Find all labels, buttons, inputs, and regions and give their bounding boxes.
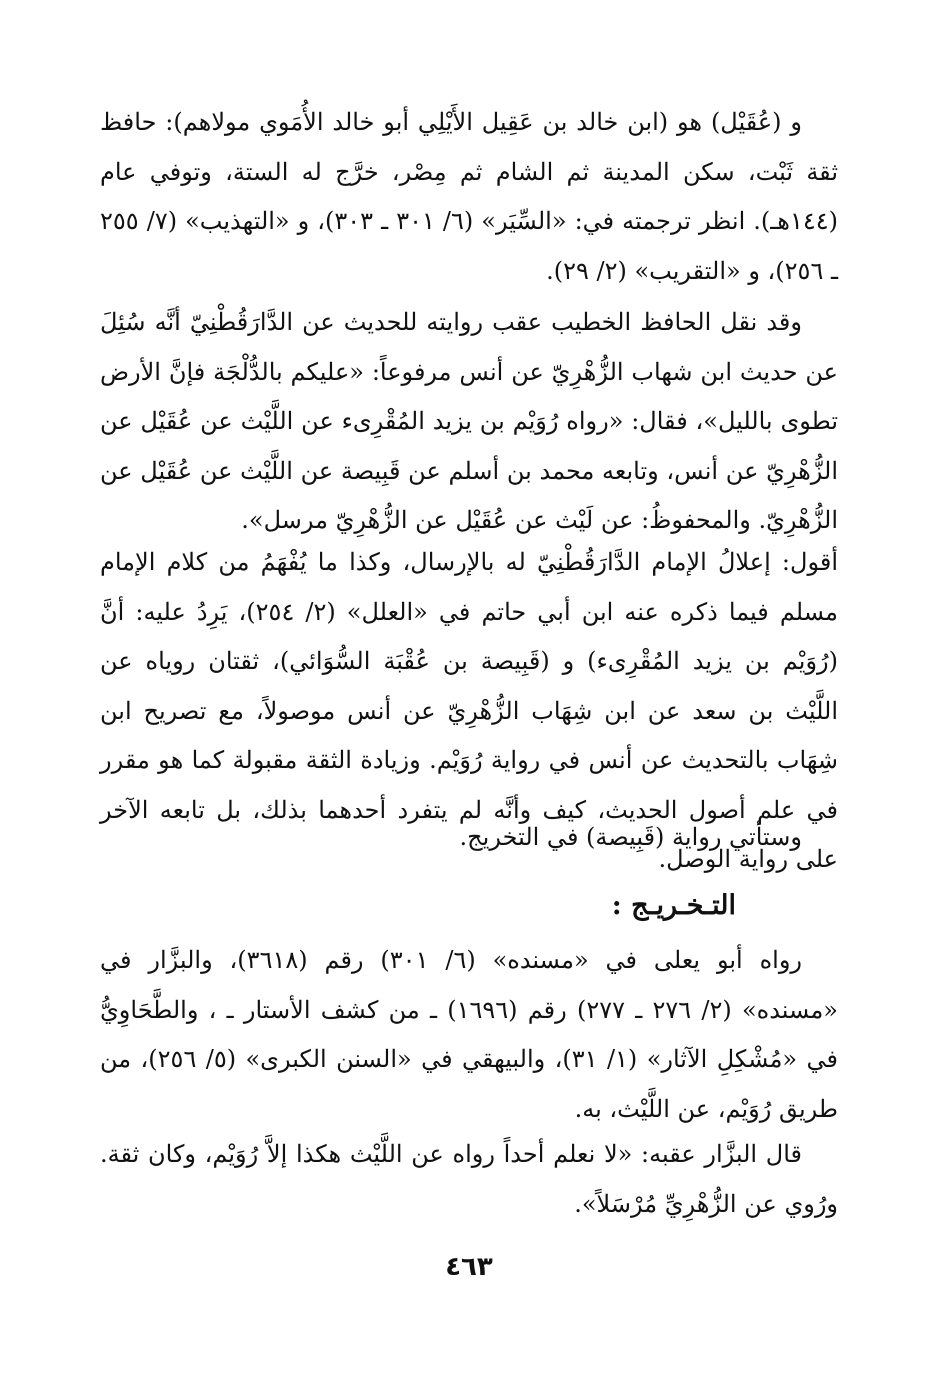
paragraph-daraqutni-quote: وقد نقل الحافظ الخطيب عقب روايته للحديث عن الدَّارَقُطْنِيّ أنَّه سُئِلَ عن حديث ابن شهاب الزُّهْرِيّ عن أنس مرفوعاً: «عليكم بالدُّلْجَة فإنَّ الأرض تطوى بالليل»، فقال: «رواه رُوَيْم بن يزيد المُقْرِىء عن اللَّيْث عن عُقَيْل عن الزُّهْرِيّ عن أنس، وتابعه محمد بن أسلم عن قَبِيصة عن اللَّيْث عن عُقَيْل عن الزُّهْرِيّ. والمحفوظُ: عن لَيْث عن عُقَيْل عن الزُّهْرِيّ مرسل». xyxy=(100,308,839,534)
paragraph-forthcoming-note: وستأتي رواية (قَبِيصة) في التخريج. xyxy=(459,823,802,851)
section-heading-takhrij: التـخـريـج : xyxy=(611,890,736,921)
text-block-daraqutni-quote xyxy=(100,298,838,546)
text-block-forthcoming-note xyxy=(100,813,838,863)
paragraph-bazzar-remark: قال البزَّار عقبه: «لا نعلم أحداً رواه عن اللَّيْث هكذا إلاَّ رُوَيْم، وكان ثقة. ورُوي عن الزُّهْرِيِّ مُرْسَلاً». xyxy=(100,1140,838,1218)
text-block-bazzar-remark xyxy=(100,1130,838,1229)
page-number: ٤٦٣ xyxy=(445,1252,493,1282)
text-block-takhrij-sources xyxy=(100,936,838,1134)
text-block-aqil-biography xyxy=(100,98,838,296)
paragraph-takhrij-sources: رواه أبو يعلى في «مسنده» (٦/ ٣٠١) رقم (٣٦١٨)، والبزَّار في «مسنده» (٢/ ٢٧٦ ـ ٢٧٧) رقم (١٦٩٦) ـ من كشف الأستار ـ ، والطَّحَاوِيُّ في «مُشْكِلِ الآثار» (١/ ٣١)، والبيهقي في «السنن الكبرى» (٥/ ٢٥٦)، من طريق رُوَيْم، عن اللَّيْث، به. xyxy=(100,946,838,1123)
paragraph-author-comment: أقول: إعلالُ الإمام الدَّارَقُطْنِيّ له بالإرسال، وكذا ما يُفْهَمُ من كلام الإمام مسلم فيما ذكره عنه ابن أبي حاتم في «العلل» (٢/ ٢٥٤)، يَرِدُ عليه: أنَّ (رُوَيْم بن يزيد المُقْرِىء) و (قَبِيصة بن عُقْبَة السُّوَائي)، ثقتان روياه عن اللَّيْث بن سعد عن ابن شِهَاب الزُّهْرِيّ عن أنس موصولاً، مع تصريح ابن شِهَاب بالتحديث عن أنس في رواية رُوَيْم. وزيادة الثقة مقبولة كما هو مقرر في علم أصول الحديث، كيف وأنَّه لم يتفرد أحدهما بذلك، بل تابعه الآخر على رواية الوصل. xyxy=(100,548,839,873)
paragraph-aqil-biography: و (عُقَيْل) هو (ابن خالد بن عَقِيل الأَيْلِي أبو خالد الأُمَوي مولاهم): حافظ ثقة ثَبْت، سكن المدينة ثم الشام ثم مِصْر، خرَّج له الستة، وتوفي عام (١٤٤هـ). انظر ترجمته في: «السِّيَر» (٦/ ٣٠١ ـ ٣٠٣)، و «التهذيب» (٧/ ٢٥٥ ـ ٢٥٦)، و «التقريب» (٢/ ٢٩). xyxy=(100,108,839,285)
